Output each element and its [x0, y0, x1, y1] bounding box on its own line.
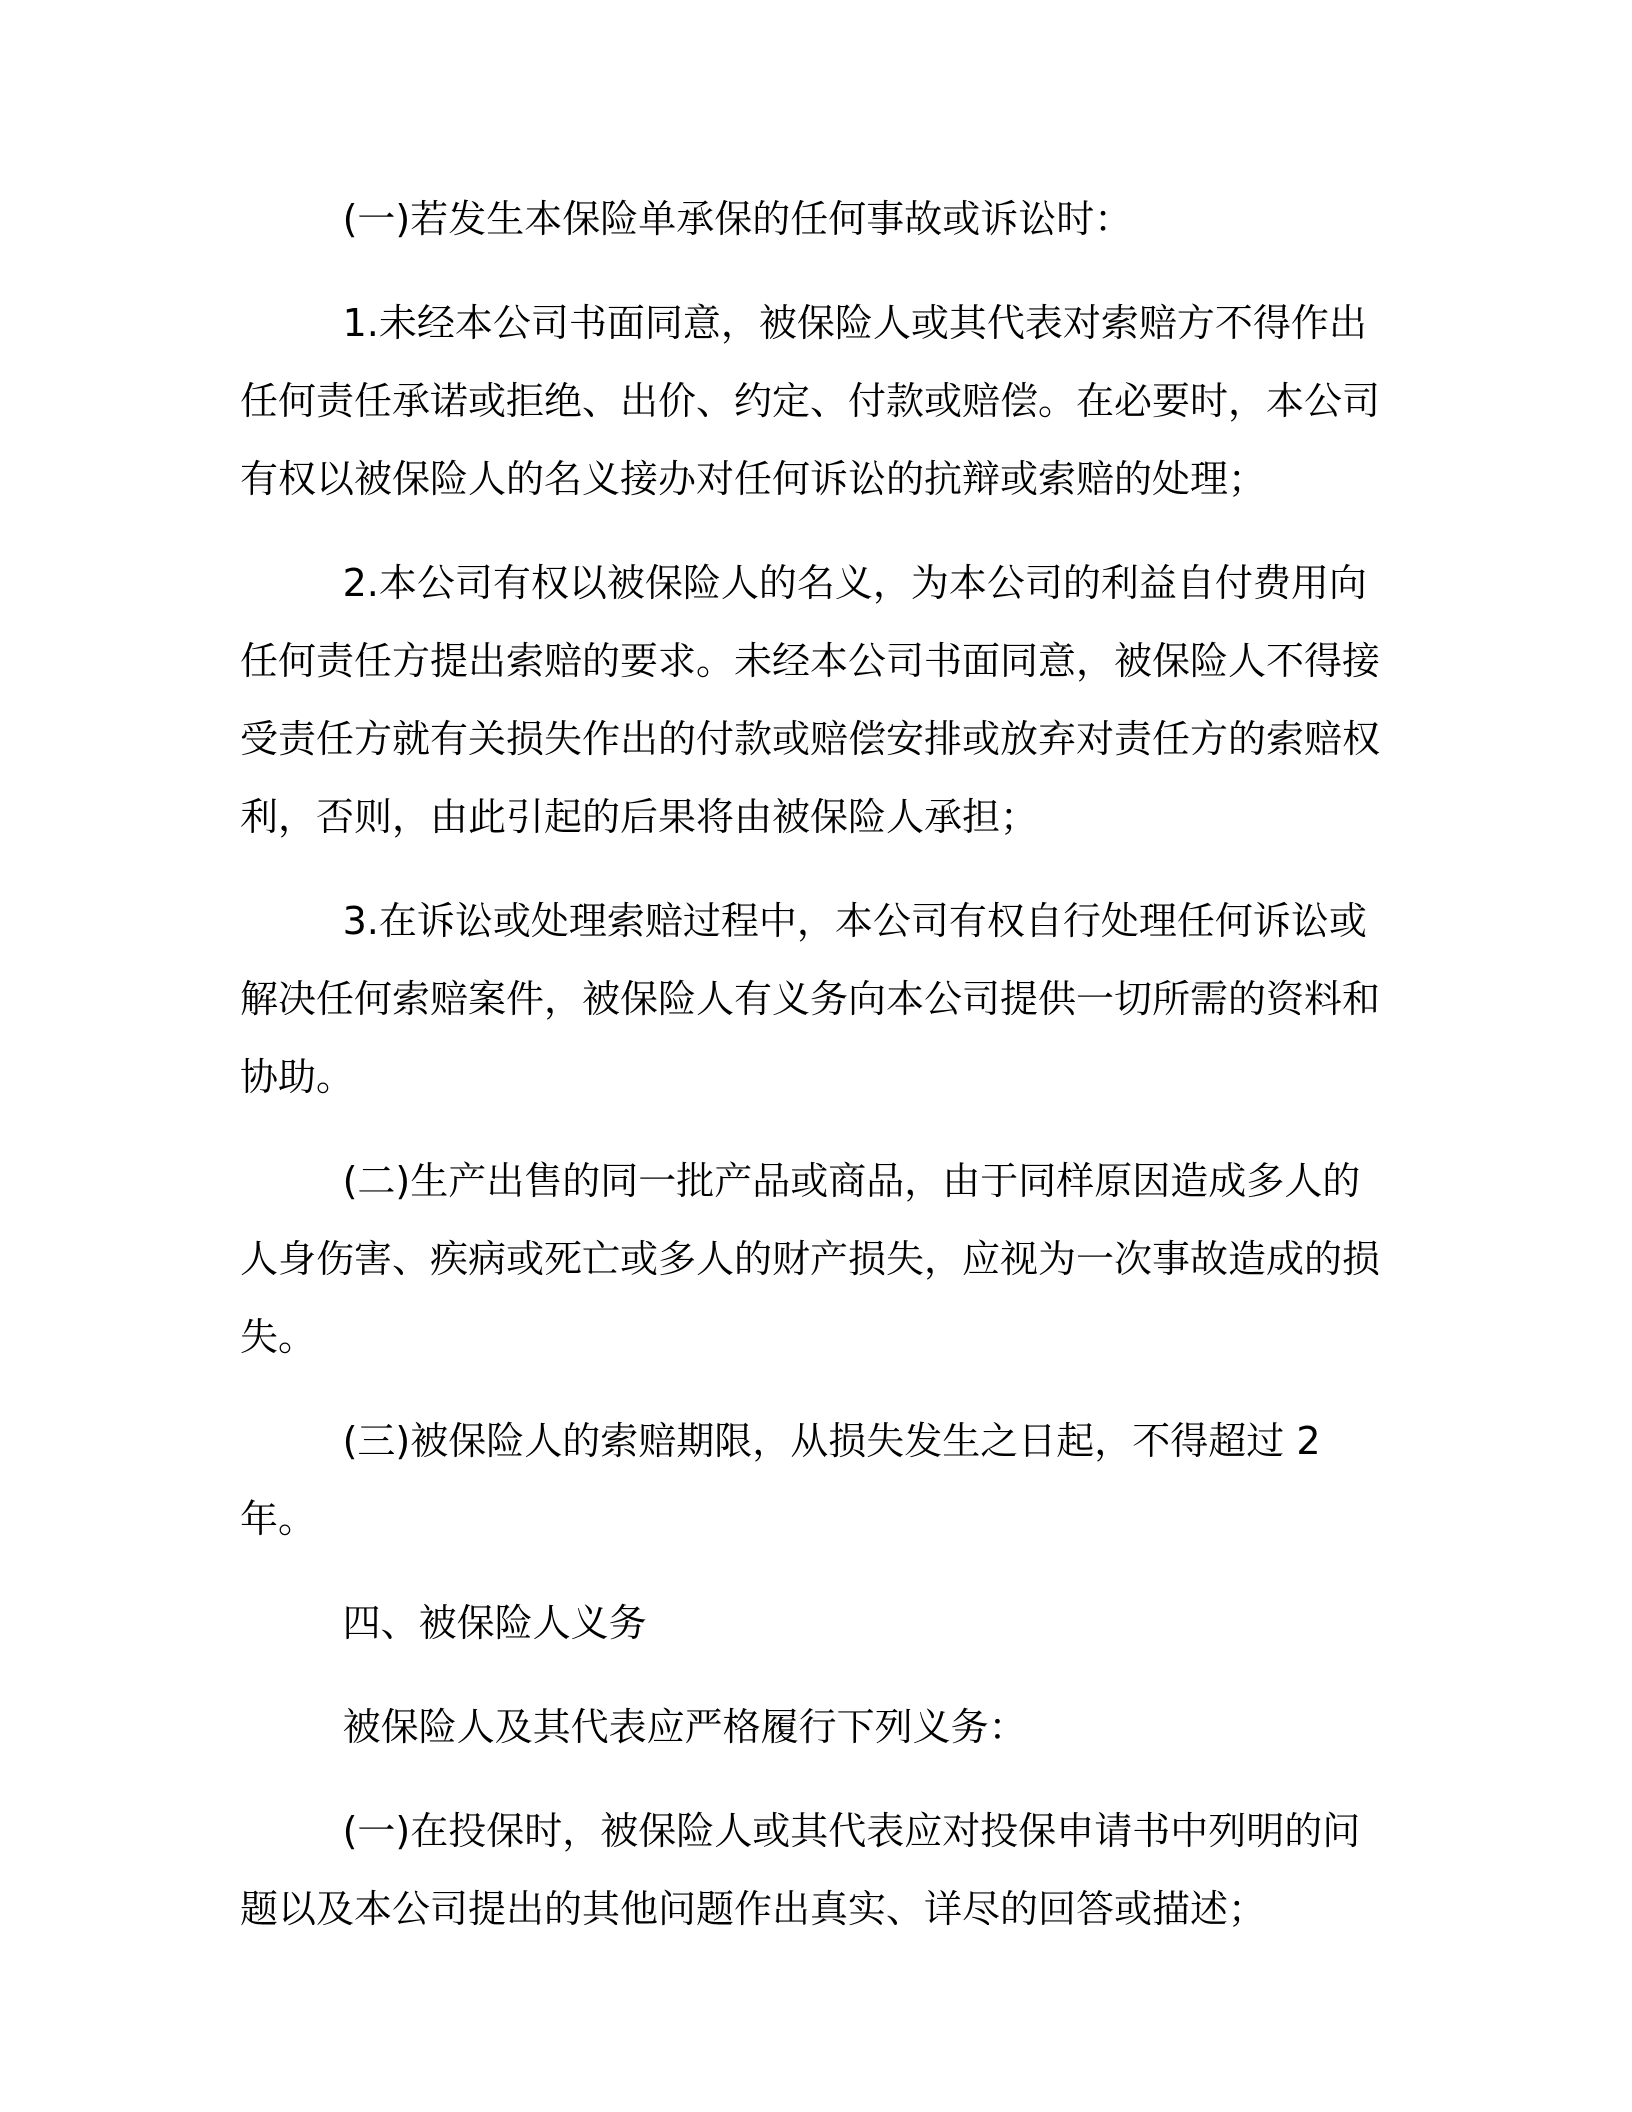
clause-paragraph: (三)被保险人的索赔期限，从损失发生之日起，不得超过 2 年。: [240, 1419, 1321, 1541]
clause-paragraph: (一)在投保时，被保险人或其代表应对投保申请书中列明的问题以及本公司提出的其他问题作出真实、详尽的回答或描述；: [240, 1809, 1361, 1931]
clause-paragraph: (二)生产出售的同一批产品或商品，由于同样原因造成多人的人身伤害、疾病或死亡或多人的财产损失，应视为一次事故造成的损失。: [240, 1159, 1381, 1359]
clause-paragraph: 3.在诉讼或处理索赔过程中，本公司有权自行处理任何诉讼或解决任何索赔案件，被保险人有义务向本公司提供一切所需的资料和协助。: [240, 899, 1381, 1099]
clause-paragraph: 2.本公司有权以被保险人的名义，为本公司的利益自付费用向任何责任方提出索赔的要求。未经本公司书面同意，被保险人不得接受责任方就有关损失作出的付款或赔偿安排或放弃对责任方的索赔权利，否则，由此引起的后果将由被保险人承担；: [240, 561, 1381, 839]
clause-paragraph: 1.未经本公司书面同意，被保险人或其代表对索赔方不得作出任何责任承诺或拒绝、出价、约定、付款或赔偿。在必要时，本公司有权以被保险人的名义接办对任何诉讼的抗辩或索赔的处理；: [240, 301, 1381, 501]
section-heading: 四、被保险人义务: [342, 1601, 647, 1645]
clause-paragraph: 被保险人及其代表应严格履行下列义务：: [342, 1705, 1027, 1749]
clause-paragraph: (一)若发生本保险单承保的任何事故或诉讼时：: [342, 197, 1133, 241]
document-body: [240, 180, 1390, 1974]
